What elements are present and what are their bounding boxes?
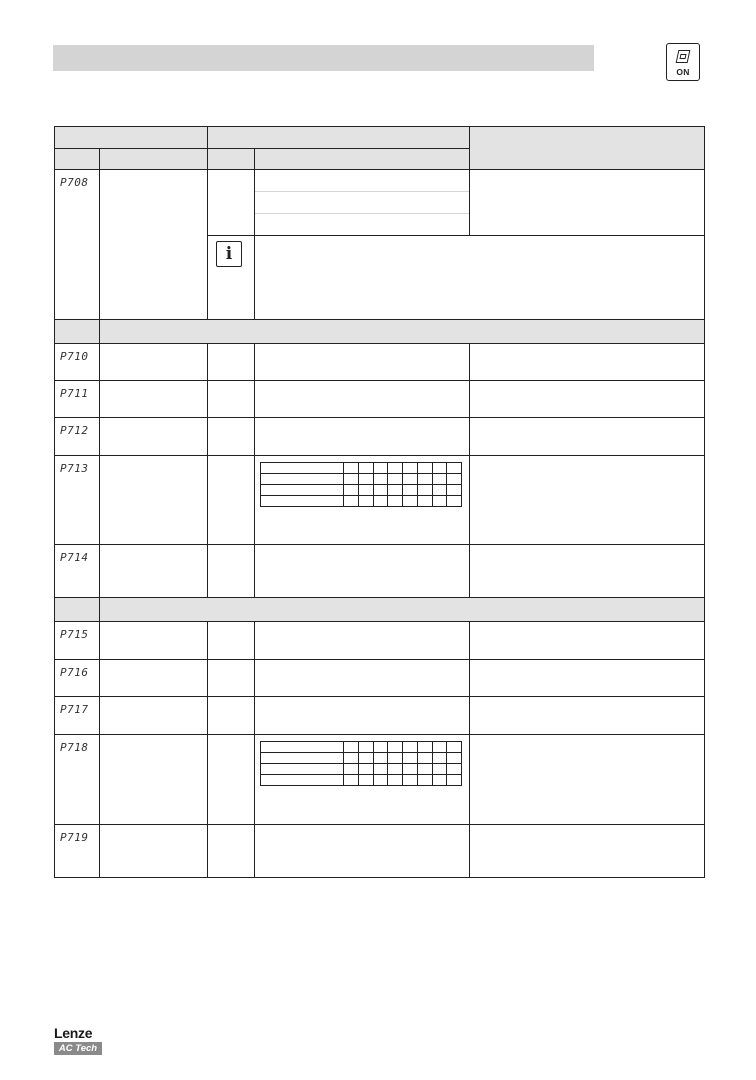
bit-grid	[260, 462, 462, 507]
param-code-cell	[55, 825, 100, 878]
param-selection-cell	[255, 418, 470, 456]
param-default-cell	[208, 381, 255, 418]
param-code: P711	[60, 387, 89, 400]
param-name-cell	[100, 545, 208, 598]
param-code: P719	[60, 831, 89, 844]
header-cell-selection	[255, 149, 470, 170]
param-default-cell	[208, 622, 255, 660]
table-row	[55, 622, 705, 660]
param-selection-cell	[255, 735, 470, 825]
param-name-cell	[100, 622, 208, 660]
table-row	[55, 660, 705, 697]
param-notes-cell	[470, 381, 705, 418]
table-row	[55, 697, 705, 735]
param-code: P710	[60, 350, 89, 363]
param-notes-cell	[470, 825, 705, 878]
param-notes-cell	[470, 660, 705, 697]
param-code-cell	[55, 735, 100, 825]
on-label: ON	[676, 67, 690, 77]
logo-brand: Lenze	[54, 1025, 93, 1041]
table-row	[55, 344, 705, 381]
power-switch-icon	[666, 43, 700, 81]
param-code-cell	[55, 170, 100, 320]
param-default-cell	[208, 660, 255, 697]
param-code-cell	[55, 660, 100, 697]
param-code: P708	[60, 176, 89, 189]
param-name-cell	[100, 170, 208, 320]
param-default-cell	[208, 697, 255, 735]
param-code-cell	[55, 545, 100, 598]
param-code-cell	[55, 418, 100, 456]
option-list	[255, 170, 469, 235]
param-notes-cell	[470, 170, 705, 236]
table-row	[55, 170, 705, 236]
param-selection-cell	[255, 456, 470, 545]
table-row	[55, 456, 705, 545]
option-row	[255, 170, 469, 192]
header-cell-possible-settings	[208, 127, 470, 149]
info-icon: i	[216, 241, 242, 267]
param-notes-cell	[470, 456, 705, 545]
param-name-cell	[100, 418, 208, 456]
header-cell-no	[55, 149, 100, 170]
lenze-actech-logo	[54, 1026, 102, 1056]
param-code-cell	[55, 456, 100, 545]
section-row	[55, 320, 705, 344]
section-cell	[55, 320, 100, 344]
param-selection-cell	[255, 545, 470, 598]
param-selection-cell	[255, 622, 470, 660]
param-notes-cell	[470, 344, 705, 381]
param-default-cell	[208, 344, 255, 381]
param-code: P712	[60, 424, 89, 437]
section-title-cell	[100, 320, 705, 344]
param-code-cell	[55, 697, 100, 735]
param-code: P718	[60, 741, 89, 754]
note-text-cell	[255, 236, 705, 320]
param-name-cell	[100, 825, 208, 878]
param-name-cell	[100, 735, 208, 825]
param-selection-cell	[255, 381, 470, 418]
param-selection-cell	[255, 170, 470, 236]
option-row	[255, 214, 469, 235]
param-code-cell	[55, 344, 100, 381]
table-header-row	[55, 127, 705, 149]
param-name-cell	[100, 660, 208, 697]
param-notes-cell	[470, 622, 705, 660]
section-cell	[55, 598, 100, 622]
param-code-cell	[55, 622, 100, 660]
param-notes-cell	[470, 697, 705, 735]
param-name-cell	[100, 381, 208, 418]
param-notes-cell	[470, 418, 705, 456]
section-row	[55, 598, 705, 622]
option-row	[255, 192, 469, 214]
header-band	[53, 45, 594, 71]
table-row	[55, 825, 705, 878]
param-selection-cell	[255, 825, 470, 878]
table-row	[55, 545, 705, 598]
logo-sub: AC Tech	[54, 1042, 102, 1055]
table-row	[55, 418, 705, 456]
parameter-table	[54, 126, 705, 878]
header-cell-name	[100, 149, 208, 170]
param-code: P716	[60, 666, 89, 679]
header-cell-code	[55, 127, 208, 149]
param-code: P717	[60, 703, 89, 716]
table-row	[55, 381, 705, 418]
param-default-cell	[208, 456, 255, 545]
param-code: P715	[60, 628, 89, 641]
param-default-cell	[208, 825, 255, 878]
table-row	[55, 735, 705, 825]
param-name-cell	[100, 344, 208, 381]
section-title-cell	[100, 598, 705, 622]
param-code: P713	[60, 462, 89, 475]
param-name-cell	[100, 456, 208, 545]
header-cell-important	[470, 127, 705, 170]
bit-grid	[260, 741, 462, 786]
param-code-cell	[55, 381, 100, 418]
note-icon-cell	[208, 236, 255, 320]
param-selection-cell	[255, 344, 470, 381]
param-default-cell	[208, 418, 255, 456]
param-default-cell	[208, 170, 255, 236]
param-code: P714	[60, 551, 89, 564]
param-notes-cell	[470, 735, 705, 825]
param-notes-cell	[470, 545, 705, 598]
param-selection-cell	[255, 660, 470, 697]
param-default-cell	[208, 545, 255, 598]
param-default-cell	[208, 735, 255, 825]
header-cell-default	[208, 149, 255, 170]
param-name-cell	[100, 697, 208, 735]
param-selection-cell	[255, 697, 470, 735]
